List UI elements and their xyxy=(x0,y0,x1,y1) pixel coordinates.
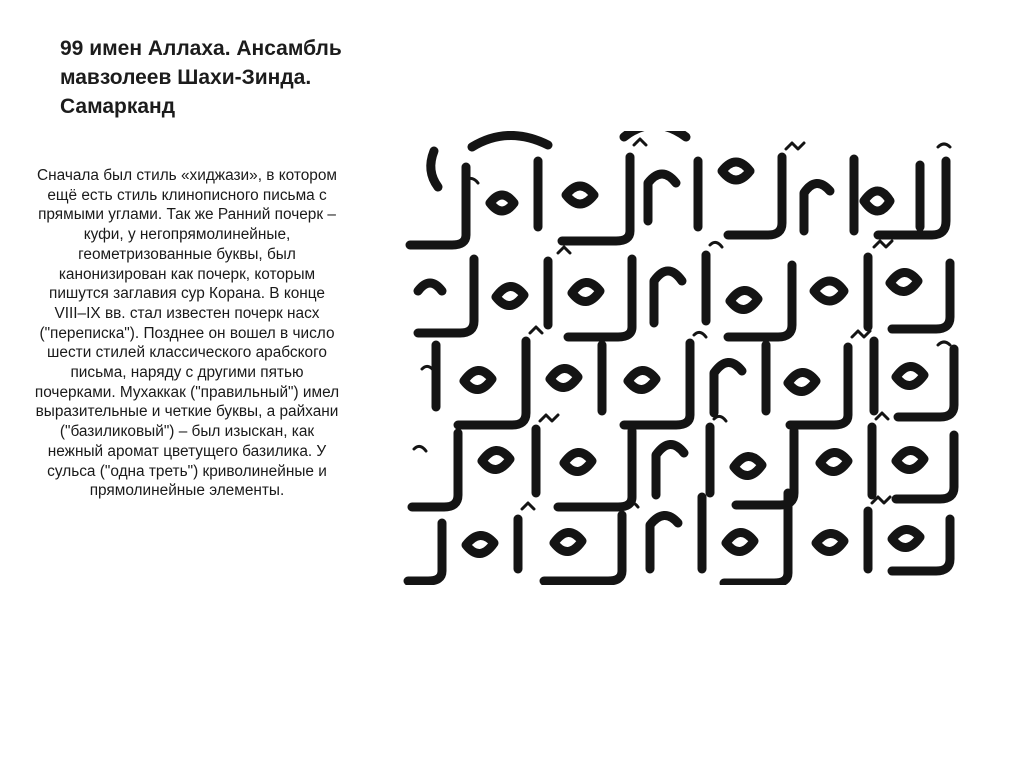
calligraphy-drawing xyxy=(398,131,976,585)
slide-title: 99 имен Аллаха. Ансамбль мавзолеев Шахи-Зинда. Самарканд xyxy=(60,37,342,118)
calligraphy-row-2 xyxy=(418,255,950,337)
calligraphy-row-3-marks xyxy=(422,327,870,371)
calligraphy-row-1 xyxy=(410,131,946,245)
calligraphy-row-3 xyxy=(436,341,954,425)
slide-body-text: Сначала был стиль «хиджази», в котором ещё есть стиль клинописного письма с прямыми углами. Так же Ранний почерк – куфи, у негопрямолинейные, геометризованные буквы, был канонизирован как почерк, которым пишутся заглавия сур Корана. В конце VIII–IX вв. стал известен почерк насх ("переписка"). Позднее он вошел в число шести стилей классического арабского письма, наряду с другими пятью почерками. Мухаккак ("правильный") имел выразительные и четкие буквы, а райхани ("базиликовый") – был изыскан, как нежный аромат цветущего базилика. У сульса ("одна треть") криволинейные и прямолинейные элементы. xyxy=(34,167,340,500)
arabic-calligraphy-image xyxy=(398,131,976,585)
calligraphy-row-4-marks xyxy=(414,413,888,451)
calligraphy-row-4 xyxy=(412,427,954,507)
calligraphy-row-5 xyxy=(408,493,950,583)
